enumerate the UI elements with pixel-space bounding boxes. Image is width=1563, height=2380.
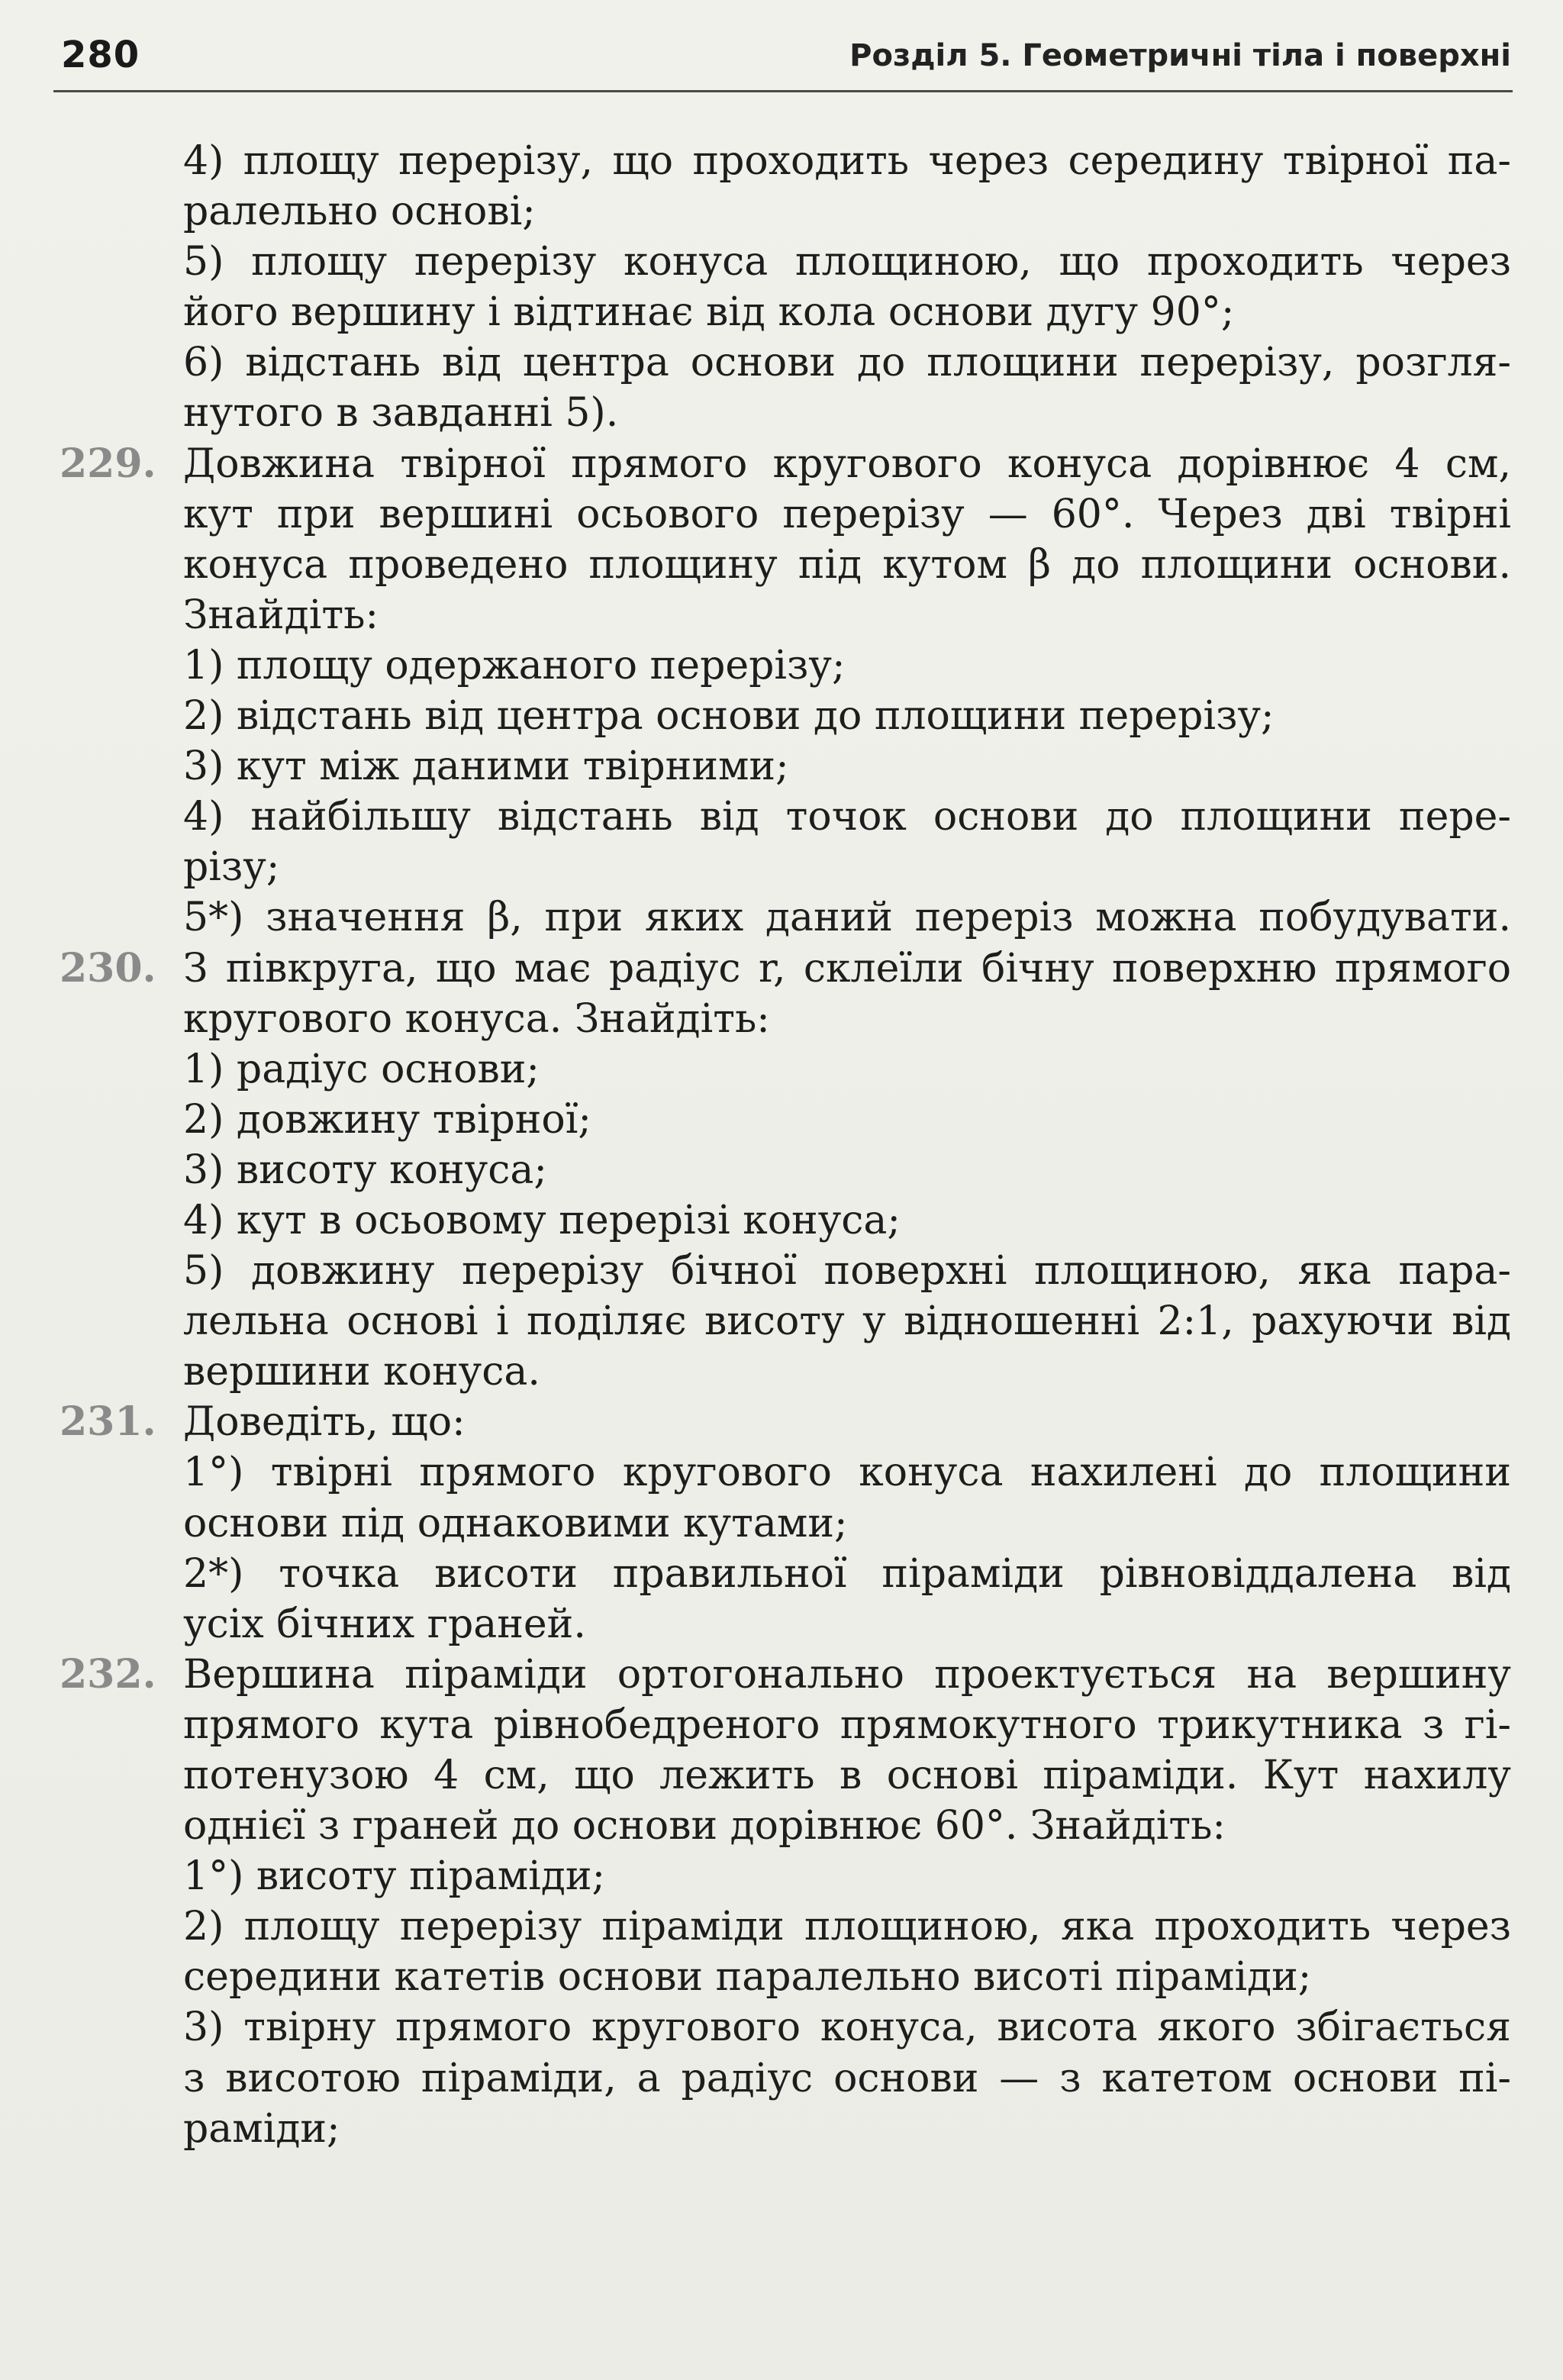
page-body [0,136,1563,2154]
text-line [183,691,1511,741]
line-text: 1°) твірні прямого кругового конуса нахилені до площини [183,1450,1511,1496]
text-line [183,1851,1511,1901]
exercise-number: 230. [60,944,156,992]
text-line [60,439,1511,489]
line-text: різу; [183,844,280,891]
line-text: Вершина піраміди ортогонально проектується на вершину [183,1651,1511,1698]
text-line [183,892,1511,943]
text-line [183,1801,1511,1851]
text-line [60,1650,1511,1700]
line-text: 4) площу перерізу, що проходить через середину твірної па- [183,138,1511,184]
text-line [183,388,1511,438]
line-text: середини катетів основи паралельно висоті піраміди; [183,1954,1312,2001]
text-line [183,136,1511,186]
line-text: З півкруга, що має радіус r, склеїли бічну поверхню прямого [183,945,1511,992]
line-text: 2) площу перерізу піраміди площиною, яка проходить через [183,1904,1511,1950]
text-line [183,489,1511,540]
line-text: лельна основі і поділяє висоту у відношенні 2:1, рахуючи від [183,1298,1511,1345]
line-text: 1°) висоту піраміди; [183,1853,606,1900]
text-line [183,186,1511,237]
exercise-number: 232. [60,1650,156,1698]
text-line [183,2104,1511,2154]
text-line [183,1549,1511,1599]
text-line [183,842,1511,892]
text-line [183,1599,1511,1650]
text-line [183,1498,1511,1549]
line-text: 3) кут між даними твірними; [183,743,789,790]
line-text: 2) довжину твірної; [183,1096,591,1143]
text-line [183,1044,1511,1095]
line-text: однієї з граней до основи дорівнює 60°. Знайдіть: [183,1803,1226,1849]
text-line [183,540,1511,590]
text-line [60,1397,1511,1447]
page-number: 280 [61,34,140,76]
text-line [183,1296,1511,1346]
line-text: нутого в завданні 5). [183,390,619,437]
header-divider [53,90,1513,92]
line-text: його вершину і відтинає від кола основи дугу 90°; [183,289,1235,336]
line-text: 2) відстань від центра основи до площини перерізу; [183,693,1275,740]
line-text: Знайдіть: [183,592,379,638]
text-line [183,2002,1511,2053]
text-line [183,1195,1511,1246]
text-line [183,237,1511,287]
line-text: 6) відстань від центра основи до площини перерізу, розгля- [183,340,1511,386]
text-line [183,741,1511,792]
text-line [183,1447,1511,1498]
text-line [183,994,1511,1044]
line-text: 1) площу одержаного перерізу; [183,642,846,689]
line-text: 5) довжину перерізу бічної поверхні площиною, яка пара- [183,1248,1511,1295]
text-line [183,1095,1511,1145]
line-text: 2*) точка висоти правильної піраміди рівновіддалена від [183,1550,1511,1597]
line-text: Довжина твірної прямого кругового конуса дорівнює 4 см, [183,440,1511,487]
line-text: 4) найбільшу відстань від точок основи до площини пере- [183,794,1511,840]
line-text: потенузою 4 см, що лежить в основі піраміди. Кут нахилу [183,1753,1511,1798]
exercise-number: 229. [60,440,156,487]
line-text: вершини конуса. [183,1349,540,1395]
text-line [60,943,1511,994]
line-text: кут при вершині осьового перерізу — 60°. Через дві твірні [183,491,1511,537]
text-line [183,1246,1511,1296]
text-line [183,1901,1511,1952]
chapter-title: Розділ 5. Геометричні тіла і поверхні [849,38,1511,73]
text-line [183,287,1511,337]
line-text: 3) твірну прямого кругового конуса, висота якого збігається [183,2004,1511,2051]
line-text: конуса проведено площину під кутом β до площини основи. [183,541,1511,588]
line-text: ралельно основі; [183,189,536,235]
line-text: кругового конуса. Знайдіть: [183,995,770,1042]
text-line [183,2053,1511,2104]
exercise-number: 231. [60,1398,156,1446]
text-line [183,1346,1511,1397]
text-line [183,640,1511,691]
running-head [61,34,1511,95]
text-line [183,1700,1511,1750]
line-text: 3) висоту конуса; [183,1146,547,1193]
text-line [183,792,1511,842]
line-text: усіх бічних граней. [183,1601,586,1647]
text-line [183,1145,1511,1195]
line-text: прямого кута рівнобедреного прямокутного трикутника з гі- [183,1701,1511,1748]
line-text: 4) кут в осьовому перерізі конуса; [183,1197,901,1243]
line-text: 1) радіус основи; [183,1046,540,1092]
text-line [183,590,1511,640]
text-line [183,337,1511,388]
text-line [183,1750,1511,1801]
text-line [183,1952,1511,2002]
line-text: 5*) значення β, при яких даний переріз можна побудувати. [183,895,1511,941]
line-text: раміди; [183,2105,340,2152]
line-text: основи під однаковими кутами; [183,1500,848,1546]
line-text: з висотою піраміди, а радіус основи — з катетом основи пі- [183,2055,1511,2101]
line-text: Доведіть, що: [183,1399,466,1446]
line-text: 5) площу перерізу конуса площиною, що проходить через [183,239,1511,285]
